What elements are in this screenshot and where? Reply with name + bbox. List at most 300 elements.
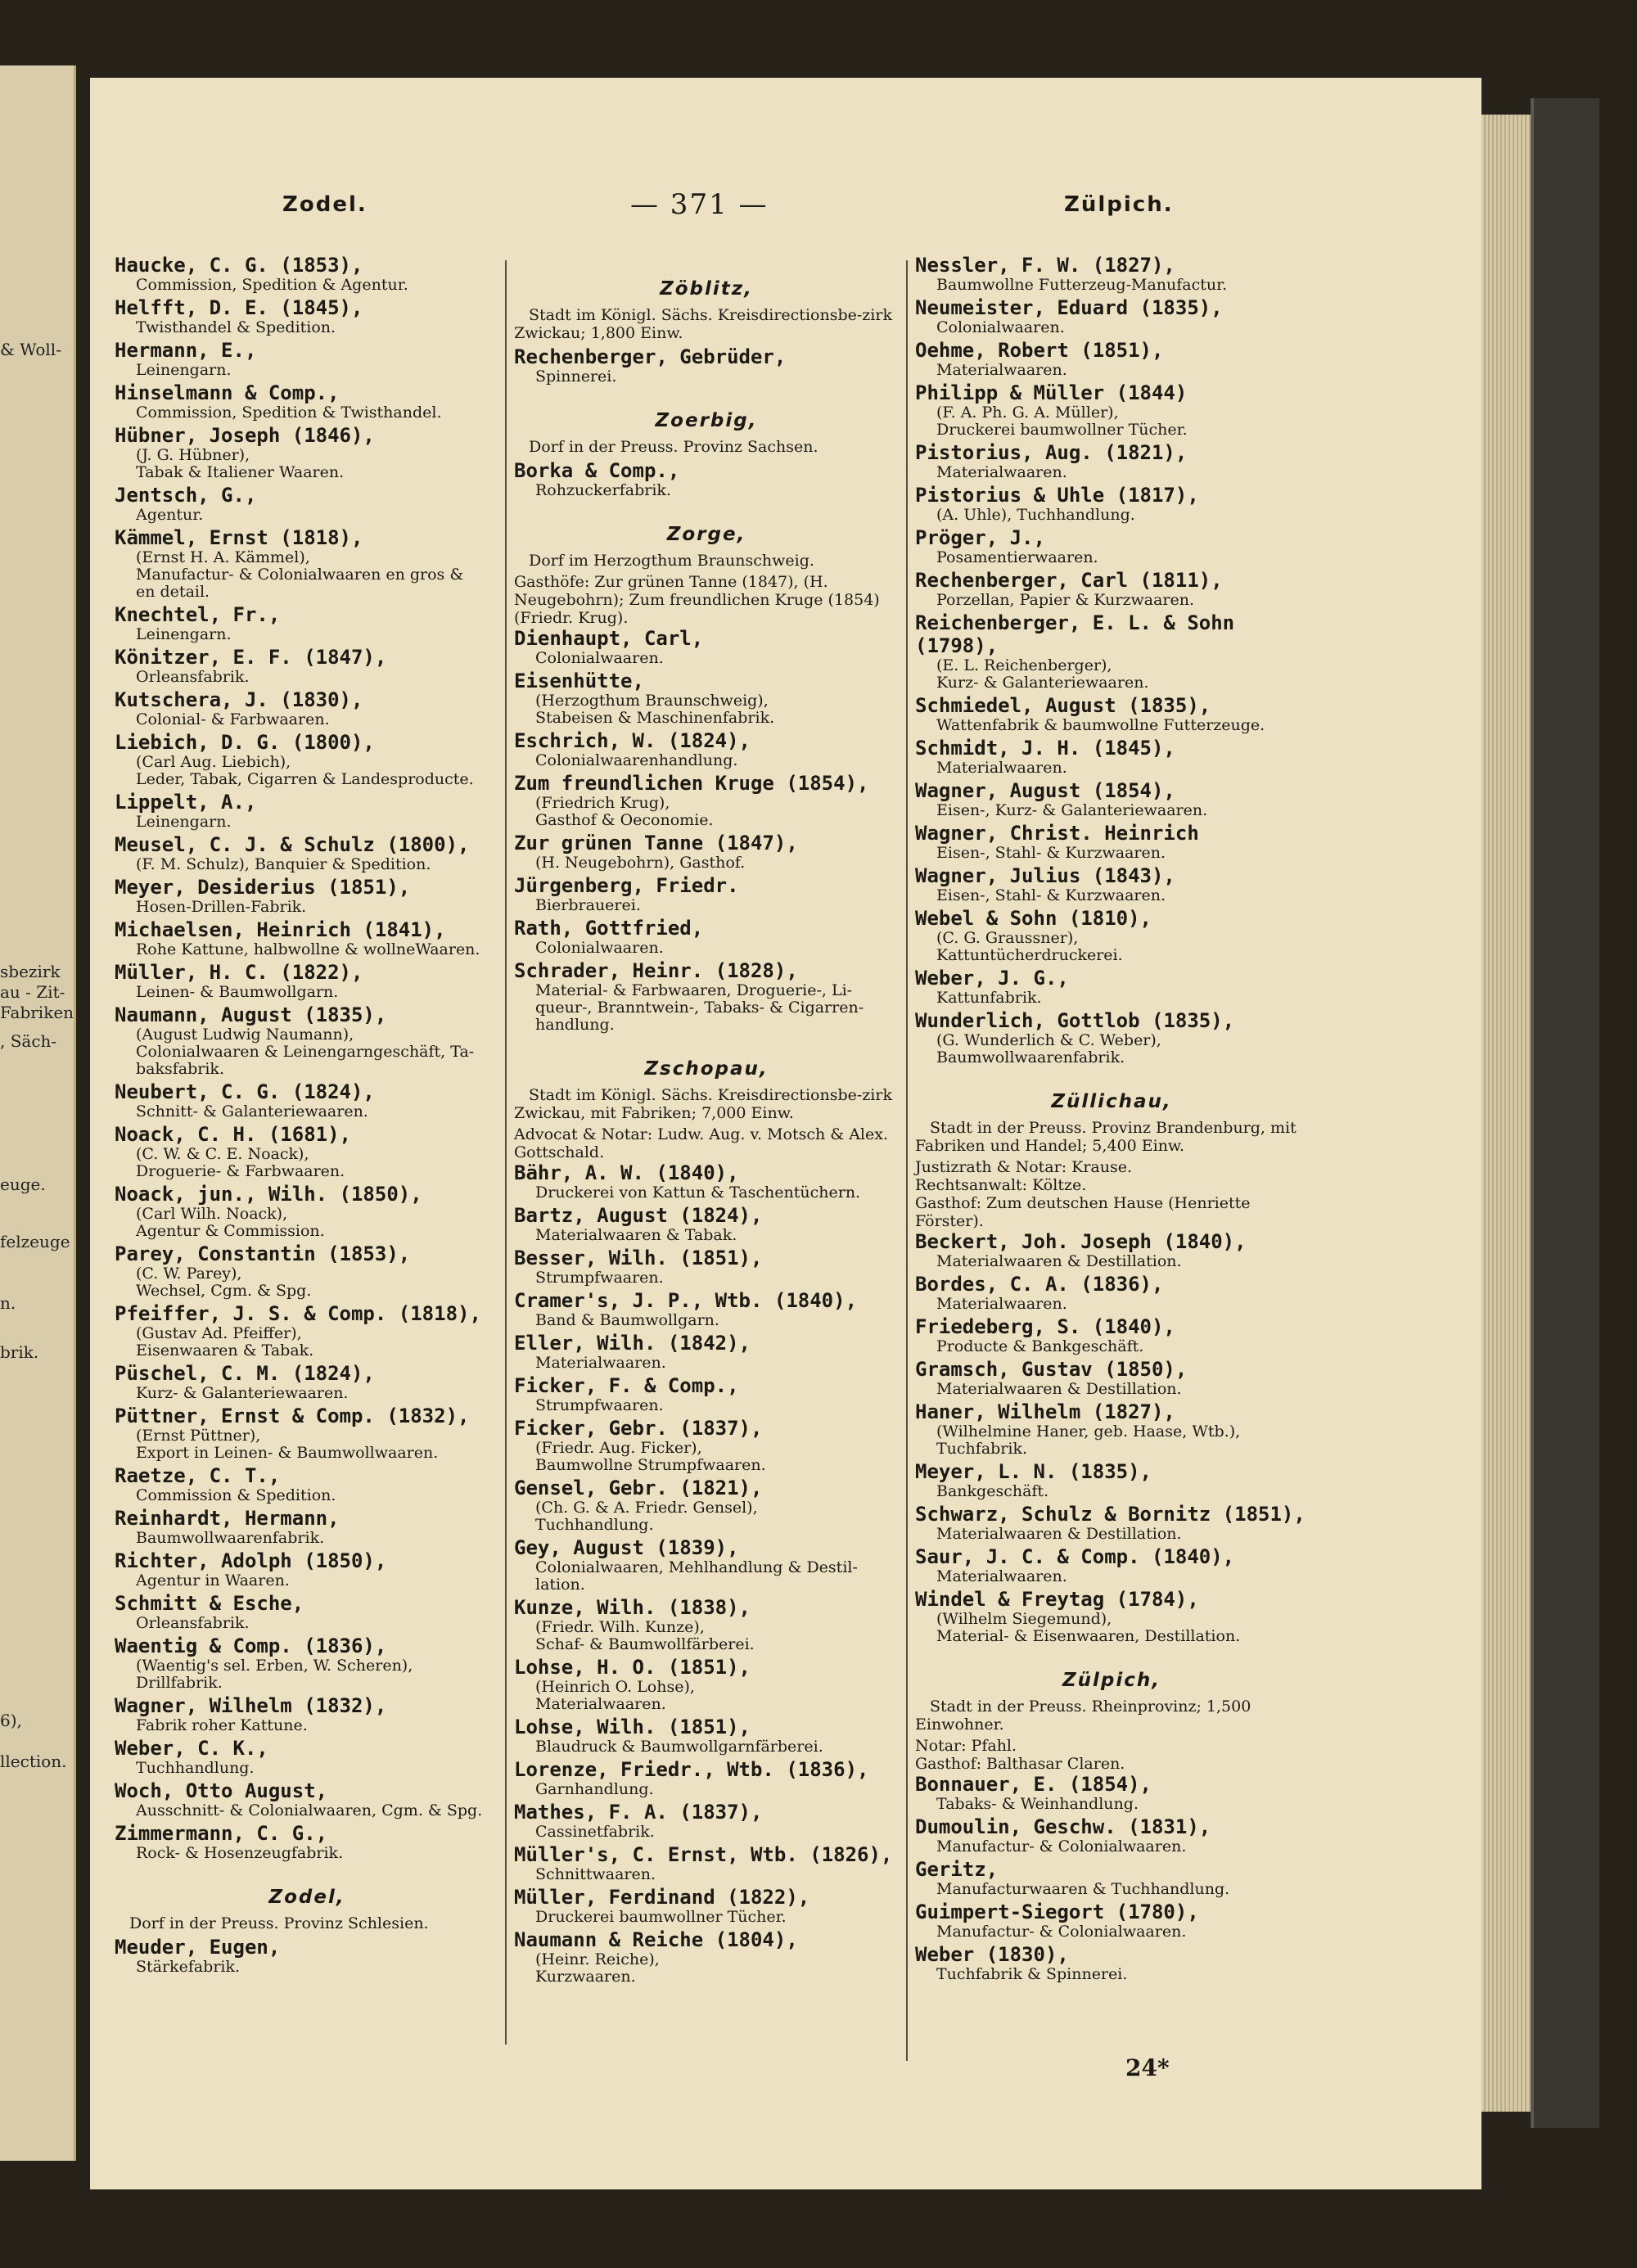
place-description: Stadt in der Preuss. Provinz Brandenburg, mit Fabriken und Handel; 5,400 Einw. xyxy=(915,1119,1297,1155)
firm-entry xyxy=(915,254,1308,294)
firm-name: Bonnauer, E. (1854), xyxy=(915,1773,1152,1796)
firm-entry xyxy=(915,339,1308,379)
place-heading: Zoerbig, xyxy=(655,410,758,431)
firm-detail: (C. G. Graussner), xyxy=(936,929,1079,947)
place-heading: Zülpich, xyxy=(1062,1670,1161,1691)
place-description: Stadt im Königl. Sächs. Kreisdirectionsbe-zirk Zwickau; 1,800 Einw. xyxy=(514,306,892,342)
firm-detail: (H. Neugebohrn), Gasthof. xyxy=(535,854,746,872)
firm-name: Rechenberger, Gebrüder, xyxy=(514,345,787,368)
firm-entry xyxy=(915,1773,1308,1813)
firm-name: Webel & Sohn (1810), xyxy=(915,907,1152,930)
place-description: Dorf in der Preuss. Provinz Schlesien. xyxy=(129,1914,429,1932)
firm-entry xyxy=(915,1588,1308,1645)
firm-entry xyxy=(115,1405,499,1462)
firm-entry xyxy=(115,833,499,873)
fragment-text: brik. xyxy=(0,1342,39,1362)
firm-detail: Tuchhandlung. xyxy=(136,1759,255,1777)
firm-name: Guimpert-Siegort (1780), xyxy=(915,1901,1199,1923)
fragment-text: euge. xyxy=(0,1175,46,1194)
firm-name: Borka & Comp., xyxy=(514,459,680,482)
firm-detail: Eisen-, Stahl- & Kurzwaaren. xyxy=(936,844,1166,862)
fragment-text: felzeuge xyxy=(0,1232,70,1251)
firm-name: Hermann, E., xyxy=(115,339,257,362)
firm-detail: Schnitt- & Galanteriewaaren. xyxy=(136,1102,368,1120)
firm-detail: (Herzogthum Braunschweig), xyxy=(535,692,769,710)
firm-detail: Band & Baumwollgarn. xyxy=(535,1311,719,1329)
firm-detail: Wattenfabrik & baumwollne Futterzeuge. xyxy=(936,716,1265,734)
firm-name: Noack, jun., Wilh. (1850), xyxy=(115,1183,422,1206)
firm-detail: Manufactur- & Colonialwaaren en gros & xyxy=(136,566,464,584)
firm-detail: (Friedrich Krug), xyxy=(535,794,670,812)
firm-entry xyxy=(115,424,499,481)
firm-entry xyxy=(115,1592,499,1632)
firm-name: Wagner, Julius (1843), xyxy=(915,864,1175,887)
firm-entry xyxy=(514,1801,899,1841)
firm-detail: Eisen-, Stahl- & Kurzwaaren. xyxy=(936,886,1166,904)
left-page-fragment xyxy=(0,65,76,2161)
firm-detail: Leinengarn. xyxy=(136,813,232,831)
firm-name: Pröger, J., xyxy=(915,526,1045,549)
firm-entry xyxy=(915,1503,1308,1543)
firm-entry xyxy=(514,627,899,667)
firm-detail: Commission, Spedition & Agentur. xyxy=(136,276,408,294)
firm-detail: Blaudruck & Baumwollgarnfärberei. xyxy=(535,1738,823,1756)
firm-detail: (G. Wunderlich & C. Weber), xyxy=(936,1031,1161,1049)
firm-detail: Kattunfabrik. xyxy=(936,989,1042,1007)
firm-detail: Commission, Spedition & Twisthandel. xyxy=(136,404,442,422)
firm-detail: (A. Uhle), Tuchhandlung. xyxy=(936,506,1135,524)
firm-detail: Kurz- & Galanteriewaaren. xyxy=(936,674,1149,692)
firm-name: Haner, Wilhelm (1827), xyxy=(915,1400,1175,1423)
firm-entry xyxy=(115,1507,499,1547)
column-1 xyxy=(115,254,499,1978)
firm-detail: lation. xyxy=(535,1576,585,1594)
firm-detail: Manufactur- & Colonialwaaren. xyxy=(936,1837,1187,1855)
firm-detail: (Ch. G. & A. Friedr. Gensel), xyxy=(535,1499,758,1517)
firm-name: Lippelt, A., xyxy=(115,791,257,814)
firm-entry xyxy=(115,1080,499,1120)
firm-name: Gensel, Gebr. (1821), xyxy=(514,1477,763,1499)
firm-entry xyxy=(115,603,499,643)
firm-name: Besser, Wilh. (1851), xyxy=(514,1247,763,1269)
firm-detail: (F. M. Schulz), Banquier & Spedition. xyxy=(136,855,431,873)
firm-entry xyxy=(115,1549,499,1589)
fragment-text: n. xyxy=(0,1293,16,1313)
firm-entry xyxy=(915,907,1308,964)
firm-entry xyxy=(915,526,1308,566)
firm-entry xyxy=(514,1332,899,1372)
firm-entry xyxy=(915,1009,1308,1066)
firm-detail: Stärkefabrik. xyxy=(136,1958,241,1976)
firm-detail: Fabrik roher Kattune. xyxy=(136,1716,308,1734)
firm-name: Zimmermann, C. G., xyxy=(115,1822,328,1845)
firm-detail: (Heinrich O. Lohse), xyxy=(535,1678,695,1696)
firm-name: Richter, Adolph (1850), xyxy=(115,1549,387,1572)
firm-detail: (August Ludwig Naumann), xyxy=(136,1026,354,1044)
firm-detail: Producte & Bankgeschäft. xyxy=(936,1337,1144,1355)
signature-mark: 24* xyxy=(1125,2054,1170,2081)
firm-detail: en detail. xyxy=(136,583,210,601)
firm-detail: Rohzuckerfabrik. xyxy=(535,481,671,499)
place-note: Gasthof: Zum deutschen Hause (Henriette Förster). xyxy=(915,1194,1251,1230)
firm-detail: Druckerei baumwollner Tücher. xyxy=(535,1908,787,1926)
firm-detail: Baumwollne Futterzeug-Manufactur. xyxy=(936,276,1228,294)
firm-detail: Tabak & Italiener Waaren. xyxy=(136,463,345,481)
place-description: Dorf im Herzogthum Braunschweig. xyxy=(529,552,814,570)
firm-entry xyxy=(115,296,499,336)
firm-name: Zur grünen Tanne (1847), xyxy=(514,832,798,854)
firm-name: Helfft, D. E. (1845), xyxy=(115,296,363,319)
firm-name: Lohse, H. O. (1851), xyxy=(514,1656,751,1679)
firm-name: Woch, Otto August, xyxy=(115,1779,328,1802)
firm-detail: Stabeisen & Maschinenfabrik. xyxy=(535,709,775,727)
firm-name: Gramsch, Gustav (1850), xyxy=(915,1358,1188,1381)
firm-entry xyxy=(115,254,499,294)
firm-name: Naumann, August (1835), xyxy=(115,1003,387,1026)
firm-entry xyxy=(915,694,1308,734)
firm-detail: Tuchfabrik & Spinnerei. xyxy=(936,1965,1128,1983)
firm-name: Müller's, C. Ernst, Wtb. (1826), xyxy=(514,1843,893,1866)
firm-name: Dumoulin, Geschw. (1831), xyxy=(915,1815,1211,1838)
firm-name: Lorenze, Friedr., Wtb. (1836), xyxy=(514,1758,869,1781)
firm-detail: Gasthof & Oeconomie. xyxy=(535,811,714,829)
firm-name: Püttner, Ernst & Comp. (1832), xyxy=(115,1405,470,1427)
firm-detail: (Ernst Püttner), xyxy=(136,1427,261,1445)
firm-entry xyxy=(115,1183,499,1240)
firm-detail: Materialwaaren & Tabak. xyxy=(535,1226,737,1244)
firm-name: Schmiedel, August (1835), xyxy=(915,694,1211,717)
firm-name: Kämmel, Ernst (1818), xyxy=(115,526,363,549)
firm-name: Nessler, F. W. (1827), xyxy=(915,254,1175,277)
firm-detail: Kurz- & Galanteriewaaren. xyxy=(136,1384,349,1402)
firm-detail: Agentur in Waaren. xyxy=(136,1571,290,1589)
page-number: — 371 — xyxy=(630,188,769,221)
firm-detail: Posamentierwaaren. xyxy=(936,548,1098,566)
firm-entry xyxy=(115,526,499,601)
firm-entry xyxy=(115,1123,499,1180)
firm-detail: Rohe Kattune, halbwollne & wollneWaaren. xyxy=(136,940,480,958)
firm-entry xyxy=(915,1400,1308,1458)
firm-name: Gey, August (1839), xyxy=(514,1536,739,1559)
place-description: Stadt in der Preuss. Rheinprovinz; 1,500 Einwohner. xyxy=(915,1698,1251,1734)
firm-entry xyxy=(514,345,899,386)
firm-entry xyxy=(915,381,1308,439)
firm-name: Eller, Wilh. (1842), xyxy=(514,1332,751,1355)
firm-detail: Agentur & Commission. xyxy=(136,1222,325,1240)
firm-detail: Baumwollne Strumpfwaaren. xyxy=(535,1456,766,1474)
firm-entry xyxy=(115,1242,499,1300)
firm-entry xyxy=(514,1289,899,1329)
firm-entry xyxy=(115,1936,499,1976)
firm-detail: Ausschnitt- & Colonialwaaren, Cgm. & Spg. xyxy=(136,1801,483,1819)
firm-detail: Orleansfabrik. xyxy=(136,1614,250,1632)
firm-entry xyxy=(915,1545,1308,1585)
firm-entry xyxy=(915,569,1308,609)
firm-name: Friedeberg, S. (1840), xyxy=(915,1315,1175,1338)
firm-detail: Leinen- & Baumwollgarn. xyxy=(136,983,339,1001)
firm-entry xyxy=(115,1362,499,1402)
firm-name: Kutschera, J. (1830), xyxy=(115,688,363,711)
firm-name: Philipp & Müller (1844) xyxy=(915,381,1188,404)
firm-entry xyxy=(115,1779,499,1819)
firm-detail: Colonialwaaren. xyxy=(535,939,664,957)
firm-detail: Twisthandel & Spedition. xyxy=(136,318,336,336)
firm-detail: Spinnerei. xyxy=(535,367,617,386)
firm-entry xyxy=(915,611,1308,692)
firm-name: Wagner, Wilhelm (1832), xyxy=(115,1694,387,1717)
firm-detail: Commission & Spedition. xyxy=(136,1486,336,1504)
firm-detail: Leinengarn. xyxy=(136,361,232,379)
firm-detail: (J. G. Hübner), xyxy=(136,446,250,464)
place-heading: Zöblitz, xyxy=(660,278,753,300)
firm-detail: Strumpfwaaren. xyxy=(535,1396,664,1414)
column-2 xyxy=(514,254,899,1988)
firm-detail: Materialwaaren. xyxy=(936,759,1067,777)
firm-entry xyxy=(915,1460,1308,1500)
firm-entry xyxy=(915,441,1308,481)
firm-name: Michaelsen, Heinrich (1841), xyxy=(115,918,446,941)
firm-name: Haucke, C. G. (1853), xyxy=(115,254,363,277)
firm-entry xyxy=(915,864,1308,904)
firm-entry xyxy=(514,729,899,769)
firm-name: Beckert, Joh. Joseph (1840), xyxy=(915,1230,1247,1253)
firm-entry xyxy=(115,791,499,831)
firm-entry xyxy=(514,832,899,872)
firm-detail: Materialwaaren. xyxy=(936,463,1067,481)
firm-name: Pistorius & Uhle (1817), xyxy=(915,484,1199,507)
firm-detail: Hosen-Drillen-Fabrik. xyxy=(136,898,307,916)
firm-detail: queur-, Branntwein-, Tabaks- & Cigarren- xyxy=(535,999,864,1017)
firm-entry xyxy=(115,688,499,728)
firm-detail: Orleansfabrik. xyxy=(136,668,250,686)
firm-name: Pfeiffer, J. S. & Comp. (1818), xyxy=(115,1302,481,1325)
fragment-text: , Säch- xyxy=(0,1031,57,1051)
firm-name: Meusel, C. J. & Schulz (1800), xyxy=(115,833,470,856)
place-note: Gasthof: Balthasar Claren. xyxy=(915,1755,1125,1773)
firm-entry xyxy=(115,1464,499,1504)
firm-detail: (Heinr. Reiche), xyxy=(535,1950,660,1968)
firm-entry xyxy=(514,1716,899,1756)
firm-detail: (Carl Aug. Liebich), xyxy=(136,753,291,771)
firm-name: Saur, J. C. & Comp. (1840), xyxy=(915,1545,1235,1568)
firm-entry xyxy=(115,1634,499,1692)
column-rule xyxy=(906,260,908,2061)
firm-entry xyxy=(915,1273,1308,1313)
firm-name: Knechtel, Fr., xyxy=(115,603,281,626)
firm-entry xyxy=(514,1596,899,1653)
firm-name: Meuder, Eugen, xyxy=(115,1936,281,1959)
firm-entry xyxy=(514,1477,899,1534)
firm-detail: Manufactur- & Colonialwaaren. xyxy=(936,1923,1187,1941)
firm-detail: Baumwollwaarenfabrik. xyxy=(136,1529,325,1547)
firm-detail: Colonial- & Farbwaaren. xyxy=(136,710,330,728)
place-description: Stadt im Königl. Sächs. Kreisdirectionsbe-zirk Zwickau, mit Fabriken; 7,000 Einw. xyxy=(514,1086,892,1122)
place-heading: Zorge, xyxy=(666,524,746,545)
firm-detail: (Wilhelm Siegemund), xyxy=(936,1610,1112,1628)
firm-detail: (Friedr. Wilh. Kunze), xyxy=(535,1618,705,1636)
firm-name: Ficker, Gebr. (1837), xyxy=(514,1417,763,1440)
firm-detail: Colonialwaaren & Leinengarngeschäft, Ta- xyxy=(136,1043,475,1061)
firm-name: Wagner, August (1854), xyxy=(915,779,1175,802)
firm-name: Ficker, F. & Comp., xyxy=(514,1374,739,1397)
firm-entry xyxy=(115,1003,499,1078)
firm-entry xyxy=(115,1737,499,1777)
firm-detail: Cassinetfabrik. xyxy=(535,1823,655,1841)
firm-detail: Droguerie- & Farbwaaren. xyxy=(136,1162,345,1180)
firm-detail: Materialwaaren & Destillation. xyxy=(936,1380,1182,1398)
firm-detail: Materialwaaren. xyxy=(936,1295,1067,1313)
firm-detail: Leinengarn. xyxy=(136,625,232,643)
running-head-left: Zodel. xyxy=(282,192,368,217)
firm-entry xyxy=(514,917,899,957)
firm-detail: Wechsel, Cgm. & Spg. xyxy=(136,1282,312,1300)
firm-name: Neubert, C. G. (1824), xyxy=(115,1080,375,1103)
firm-detail: Kurzwaaren. xyxy=(535,1968,636,1986)
firm-name: Bordes, C. A. (1836), xyxy=(915,1273,1164,1296)
firm-entry xyxy=(915,296,1308,336)
firm-detail: (F. A. Ph. G. A. Müller), xyxy=(936,404,1119,422)
firm-detail: Material- & Farbwaaren, Droguerie-, Li- xyxy=(535,981,853,999)
firm-detail: Bierbrauerei. xyxy=(535,896,641,914)
firm-name: Bartz, August (1824), xyxy=(514,1204,763,1227)
firm-entry xyxy=(514,1843,899,1883)
firm-name: Schmitt & Esche, xyxy=(115,1592,304,1615)
firm-entry xyxy=(915,737,1308,777)
firm-entry xyxy=(115,876,499,916)
firm-detail: Colonialwaaren. xyxy=(936,318,1065,336)
firm-name: Naumann & Reiche (1804), xyxy=(514,1928,798,1951)
firm-entry xyxy=(115,484,499,524)
firm-name: Schmidt, J. H. (1845), xyxy=(915,737,1175,760)
firm-detail: handlung. xyxy=(535,1016,615,1034)
firm-entry xyxy=(115,1694,499,1734)
firm-name: Windel & Freytag (1784), xyxy=(915,1588,1199,1611)
firm-name: Geritz, xyxy=(915,1858,999,1881)
firm-detail: baksfabrik. xyxy=(136,1060,224,1078)
firm-detail: Materialwaaren. xyxy=(535,1354,666,1372)
firm-entry xyxy=(115,961,499,1001)
firm-detail: (Wilhelmine Haner, geb. Haase, Wtb.), xyxy=(936,1423,1241,1441)
place-note: Notar: Pfahl. xyxy=(915,1737,1017,1755)
fragment-text: 6), xyxy=(0,1711,22,1730)
firm-entry xyxy=(514,1536,899,1594)
firm-detail: Druckerei baumwollner Tücher. xyxy=(936,421,1188,439)
firm-entry xyxy=(514,459,899,499)
place-note: Advocat & Notar: Ludw. Aug. v. Motsch & Alex. Gottschald. xyxy=(514,1125,889,1161)
firm-detail: (C. W. & C. E. Noack), xyxy=(136,1145,309,1163)
firm-name: Jentsch, G., xyxy=(115,484,257,507)
firm-detail: Export in Leinen- & Baumwollwaaren. xyxy=(136,1444,439,1462)
fragment-text: sbezirk xyxy=(0,962,61,981)
firm-name: Jürgenberg, Friedr. xyxy=(514,874,739,897)
firm-name: Schwarz, Schulz & Bornitz (1851), xyxy=(915,1503,1306,1526)
firm-entry xyxy=(915,1230,1308,1270)
firm-detail: Schaf- & Baumwollfärberei. xyxy=(535,1635,755,1653)
firm-detail: (C. W. Parey), xyxy=(136,1265,242,1283)
firm-detail: Tabaks- & Weinhandlung. xyxy=(936,1795,1139,1813)
firm-detail: Colonialwaaren, Mehlhandlung & Destil- xyxy=(535,1558,858,1576)
firm-name: Reinhardt, Hermann, xyxy=(115,1507,340,1530)
page-edges xyxy=(1481,115,1531,2112)
place-note: Gasthöfe: Zur grünen Tanne (1847), (H. Neugebohrn); Zum freundlichen Kruge (1854) (Friedr. Krug). xyxy=(514,573,880,627)
firm-entry xyxy=(915,1943,1308,1983)
firm-name: Dienhaupt, Carl, xyxy=(514,627,704,650)
firm-detail: Garnhandlung. xyxy=(535,1780,654,1798)
firm-entry xyxy=(514,959,899,1034)
firm-entry xyxy=(514,1928,899,1986)
firm-entry xyxy=(514,1374,899,1414)
firm-entry xyxy=(115,1822,499,1862)
firm-detail: (E. L. Reichenberger), xyxy=(936,656,1112,674)
firm-entry xyxy=(915,1315,1308,1355)
firm-entry xyxy=(915,1858,1308,1898)
firm-entry xyxy=(514,1758,899,1798)
place-heading: Züllichau, xyxy=(1051,1091,1172,1112)
firm-entry xyxy=(514,1656,899,1713)
firm-entry xyxy=(915,1901,1308,1941)
place-heading: Zschopau, xyxy=(644,1058,769,1080)
firm-entry xyxy=(915,1815,1308,1855)
firm-detail: Tuchfabrik. xyxy=(936,1440,1028,1458)
firm-entry xyxy=(514,1161,899,1202)
place-description: Dorf in der Preuss. Provinz Sachsen. xyxy=(529,438,818,456)
firm-name: Neumeister, Eduard (1835), xyxy=(915,296,1223,319)
firm-detail: Drillfabrik. xyxy=(136,1674,223,1692)
firm-name: Meyer, Desiderius (1851), xyxy=(115,876,411,899)
column-rule xyxy=(505,260,507,2045)
column-3 xyxy=(915,254,1308,1986)
firm-name: Hinselmann & Comp., xyxy=(115,381,340,404)
firm-name: Mathes, F. A. (1837), xyxy=(514,1801,763,1824)
firm-name: Kunze, Wilh. (1838), xyxy=(514,1596,751,1619)
firm-name: Lohse, Wilh. (1851), xyxy=(514,1716,751,1738)
firm-name: Liebich, D. G. (1800), xyxy=(115,731,375,754)
firm-name: Püschel, C. M. (1824), xyxy=(115,1362,375,1385)
firm-name: Könitzer, E. F. (1847), xyxy=(115,646,387,669)
fragment-text: & Woll- xyxy=(0,340,61,359)
fragment-text: llection. xyxy=(0,1752,67,1771)
firm-name: Schrader, Heinr. (1828), xyxy=(514,959,798,982)
firm-name: Müller, H. C. (1822), xyxy=(115,961,363,984)
firm-entry xyxy=(514,1886,899,1926)
firm-detail: (Friedr. Aug. Ficker), xyxy=(535,1439,702,1457)
firm-detail: (Carl Wilh. Noack), xyxy=(136,1205,288,1223)
firm-entry xyxy=(115,918,499,958)
firm-detail: Kattuntücherdruckerei. xyxy=(936,946,1123,964)
firm-name: Pistorius, Aug. (1821), xyxy=(915,441,1188,464)
firm-name: Meyer, L. N. (1835), xyxy=(915,1460,1152,1483)
firm-entry xyxy=(514,874,899,914)
firm-name: Eisenhütte, xyxy=(514,670,644,692)
firm-detail: (Ernst H. A. Kämmel), xyxy=(136,548,310,566)
firm-detail: (Gustav Ad. Pfeiffer), xyxy=(136,1324,302,1342)
firm-name: Waentig & Comp. (1836), xyxy=(115,1634,387,1657)
firm-detail: Baumwollwaarenfabrik. xyxy=(936,1048,1125,1066)
firm-entry xyxy=(514,670,899,727)
firm-detail: Materialwaaren. xyxy=(936,361,1067,379)
firm-detail: Agentur. xyxy=(136,506,204,524)
firm-name: Rechenberger, Carl (1811), xyxy=(915,569,1223,592)
firm-entry xyxy=(915,484,1308,524)
firm-name: Bähr, A. W. (1840), xyxy=(514,1161,739,1184)
firm-entry xyxy=(915,822,1308,862)
firm-name: Zum freundlichen Kruge (1854), xyxy=(514,772,869,795)
firm-detail: Schnittwaaren. xyxy=(535,1865,656,1883)
place-note: Justizrath & Notar: Krause. xyxy=(915,1158,1133,1176)
fragment-text: au - Zit- xyxy=(0,982,65,1002)
firm-entry xyxy=(115,731,499,788)
firm-entry xyxy=(115,1302,499,1359)
